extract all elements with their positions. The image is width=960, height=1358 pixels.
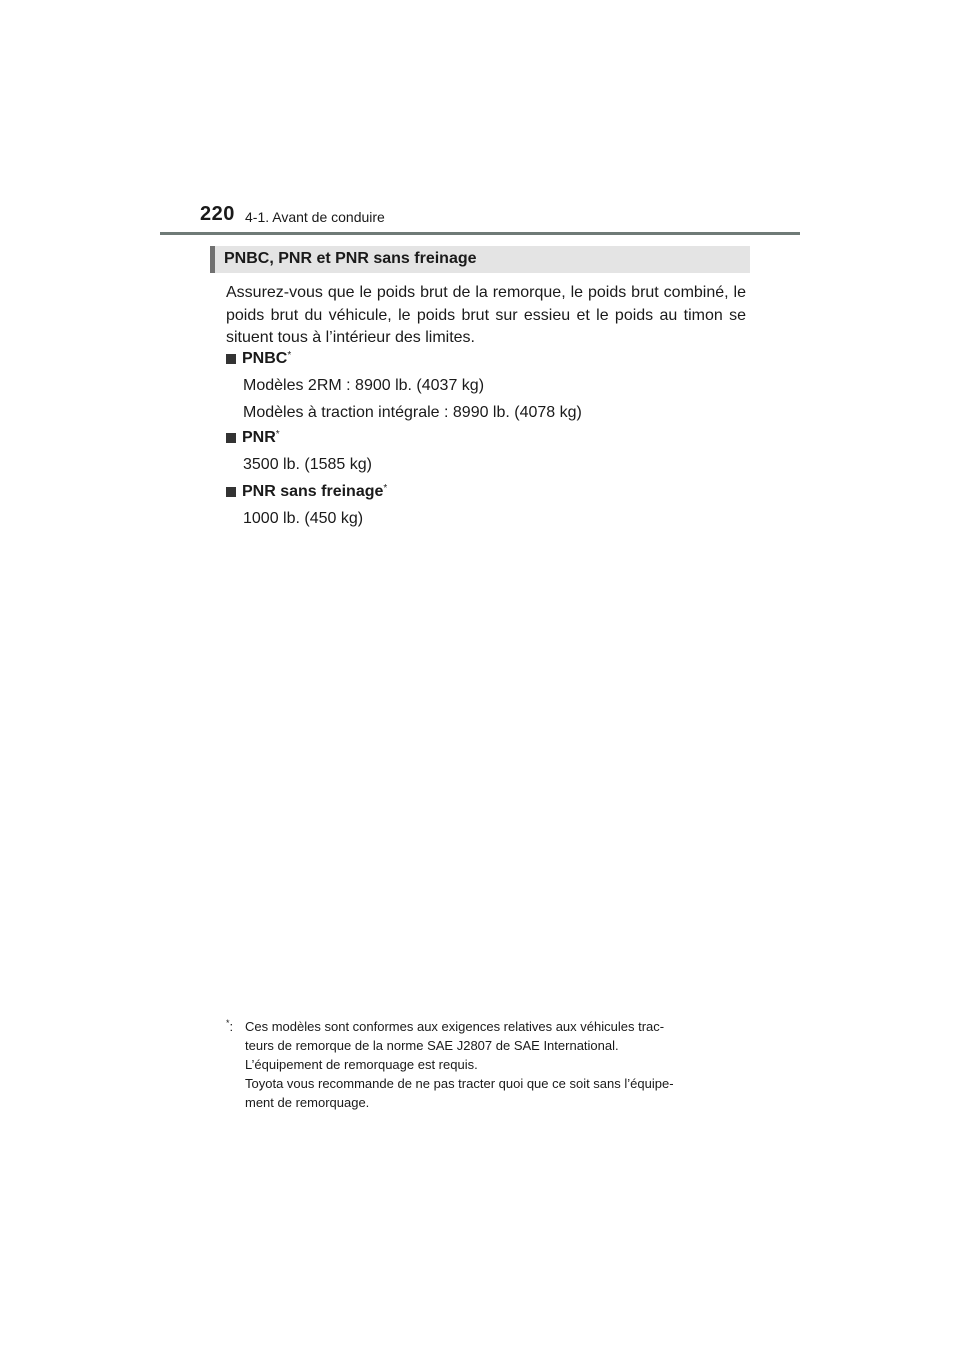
section-banner-bar: [210, 246, 215, 273]
asterisk-marker: *: [287, 349, 292, 361]
item-heading-pnbc: [226, 350, 291, 368]
item-label: PNR: [242, 429, 276, 446]
asterisk-marker: *: [383, 482, 388, 494]
item-label: PNR sans freinage: [242, 483, 384, 500]
intro-paragraph: Assurez-vous que le poids brut de la remorque, le poids brut combiné, le poids brut du véhicule, le poids brut sur essieu et le poids au timon se situent tous à l’intérieur des limites.: [226, 284, 746, 346]
running-head: 4-1. Avant de conduire: [245, 209, 385, 225]
footnote-line: ment de remorquage.: [245, 1095, 370, 1110]
item-value: Modèles à traction intégrale : 8990 lb. (4078 kg): [243, 404, 582, 421]
square-bullet-icon: [226, 433, 236, 443]
asterisk-marker: *: [275, 428, 280, 440]
footnote-text: [245, 1017, 746, 1112]
item-value: 3500 lb. (1585 kg): [243, 456, 372, 473]
footnote: [226, 1017, 746, 1112]
header-rule: [160, 232, 800, 235]
footnote-line: Toyota vous recommande de ne pas tracter quoi que ce soit sans l’équipe-: [245, 1076, 674, 1091]
item-label: PNBC: [242, 350, 288, 367]
footnote-line: L’équipement de remorquage est requis.: [245, 1057, 478, 1072]
item-value: 1000 lb. (450 kg): [243, 510, 364, 527]
section-banner: [210, 246, 750, 273]
item-heading-pnr: [226, 429, 280, 447]
footnote-marker: *:: [226, 1018, 234, 1034]
square-bullet-icon: [226, 354, 236, 364]
section-title: PNBC, PNR et PNR sans freinage: [224, 250, 477, 267]
footnote-line: teurs de remorque de la norme SAE J2807 de SAE International.: [245, 1038, 619, 1053]
footnote-line: Ces modèles sont conformes aux exigences relatives aux véhicules trac-: [245, 1019, 665, 1034]
square-bullet-icon: [226, 487, 236, 497]
page-number: 220: [200, 203, 235, 225]
item-heading-pnr-sans-freinage: [226, 483, 387, 501]
item-value: Modèles 2RM : 8900 lb. (4037 kg): [243, 377, 485, 394]
